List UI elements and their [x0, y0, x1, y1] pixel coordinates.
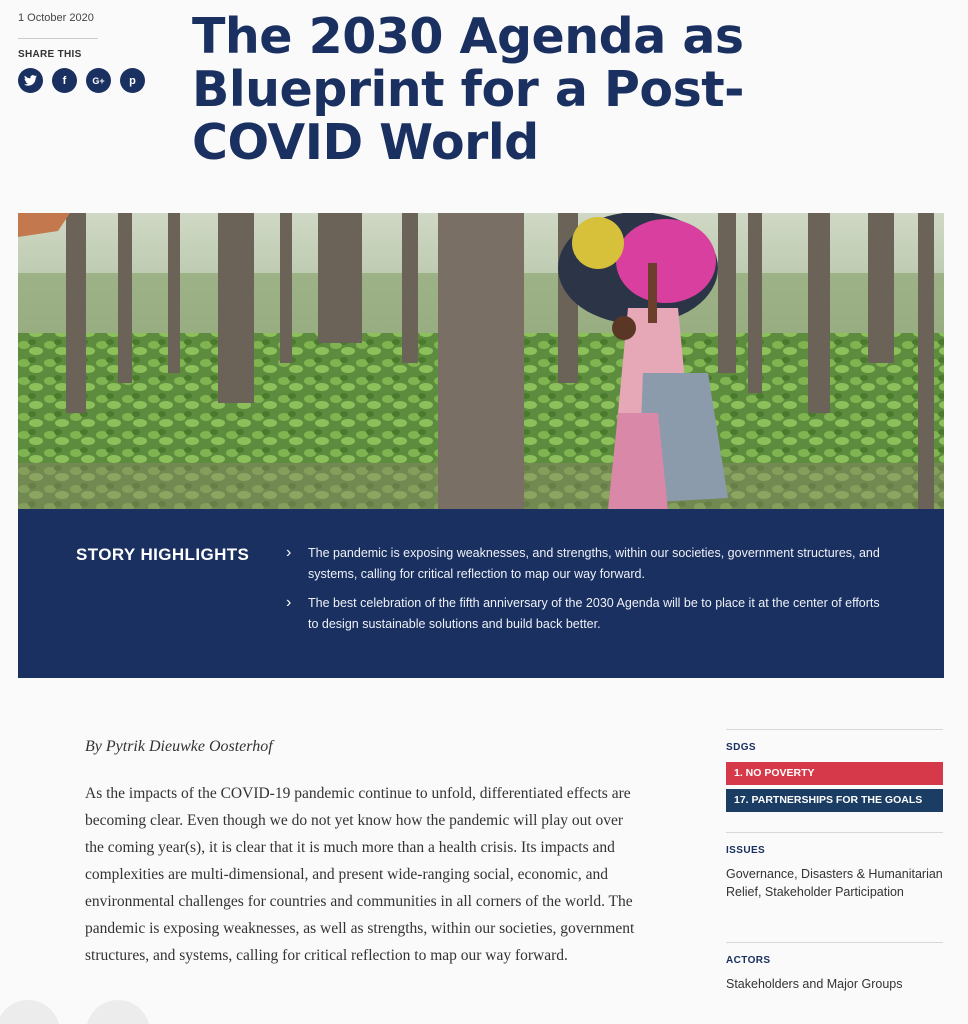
facebook-icon[interactable]	[52, 68, 77, 93]
highlight-item	[286, 543, 886, 585]
page-title: The 2030 Agenda as Blueprint for a Post-COVID World	[192, 8, 744, 171]
issues-list[interactable]: Governance, Disasters & Humanitarian Relief, Stakeholder Participation	[726, 867, 943, 899]
floating-button[interactable]	[86, 1000, 150, 1024]
chevron-right-icon: ›	[286, 544, 292, 561]
article-body: As the impacts of the COVID-19 pandemic continue to unfold, differentiated effects are becoming clear. Even though we do not yet know how the pandemic will play out over the coming year(s), it is clear that it is much more than a health crisis. Its impacts and complexities are multi-dimensional, and present wide-ranging social, economic, and environmental challenges for countries and communities in all corners of the world. The pandemic is exposing weaknesses, as well as strengths, within our societies, government structures, and systems, calling for critical reflection to map our way forward.	[85, 785, 635, 964]
share-label: SHARE THIS	[18, 38, 98, 60]
hero-image	[18, 213, 944, 510]
issues-heading: ISSUES	[726, 845, 766, 856]
sdgs-heading: SDGS	[726, 742, 756, 753]
actors-heading: ACTORS	[726, 955, 771, 966]
twitter-icon[interactable]	[18, 68, 43, 93]
highlight-text: The best celebration of the fifth anniversary of the 2030 Agenda will be to place it at the center of efforts to design sustainable solutions and build back better.	[308, 596, 880, 631]
highlights-list	[286, 543, 886, 643]
publish-date: 1 October 2020	[18, 12, 94, 24]
sdgs-section	[726, 729, 943, 812]
actors-list[interactable]: Stakeholders and Major Groups	[726, 977, 903, 991]
highlight-item	[286, 593, 886, 635]
share-buttons	[18, 68, 145, 93]
highlight-text: The pandemic is exposing weaknesses, and strengths, within our societies, government structures, and systems, calling for critical reflection to map our way forward.	[308, 546, 880, 581]
sidebar	[726, 729, 943, 993]
facebook-glyph: f	[62, 74, 67, 87]
floating-button[interactable]	[0, 1000, 60, 1024]
actors-section	[726, 942, 943, 993]
highlights-heading: STORY HIGHLIGHTS	[76, 545, 250, 564]
google-plus-glyph: G+	[92, 75, 105, 86]
google-plus-icon[interactable]	[86, 68, 111, 93]
chevron-right-icon: ›	[286, 594, 292, 611]
sdg-tag-no-poverty[interactable]: 1. NO POVERTY	[726, 762, 943, 785]
byline: By Pytrik Dieuwke Oosterhof	[85, 738, 273, 755]
pinterest-icon[interactable]	[120, 68, 145, 93]
story-highlights	[18, 509, 944, 678]
pinterest-glyph: p	[129, 74, 136, 87]
sdg-tag-partnerships[interactable]: 17. PARTNERSHIPS FOR THE GOALS	[726, 789, 943, 812]
issues-section	[726, 832, 943, 942]
